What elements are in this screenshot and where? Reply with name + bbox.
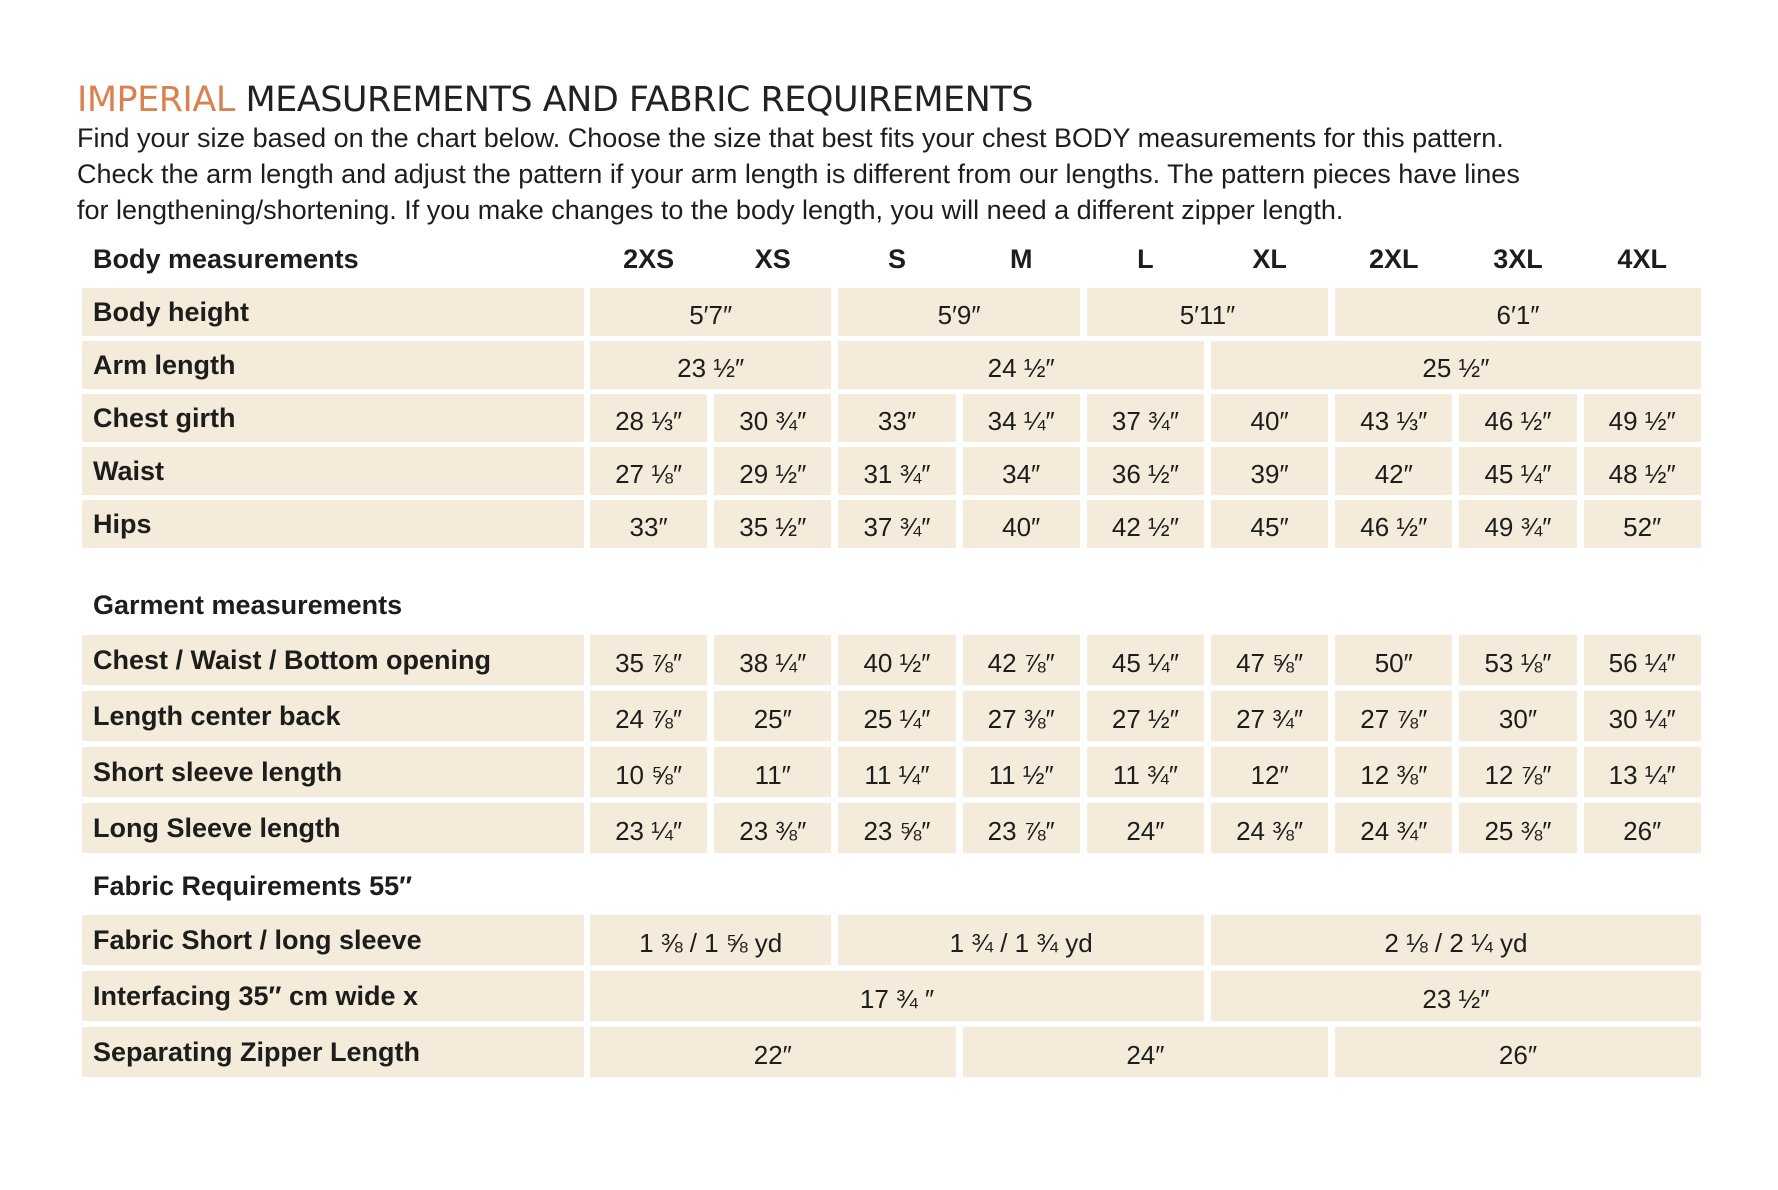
row-chest-waist-bottom-opening-cell-4: 45 ¼″ xyxy=(1087,635,1204,685)
row-long-sleeve-length-cell-5: 24 ⅜″ xyxy=(1211,803,1328,853)
row-arm-length-cell-1: 24 ½″ xyxy=(838,341,1204,389)
row-long-sleeve-length-cell-8: 26″ xyxy=(1584,803,1701,853)
row-body-height-label: Body height xyxy=(82,288,584,336)
row-hips-label: Hips xyxy=(82,500,584,548)
row-hips-cell-8: 52″ xyxy=(1584,500,1701,548)
row-chest-girth-cell-6: 43 ⅓″ xyxy=(1335,394,1452,442)
row-length-center-back-cell-7: 30″ xyxy=(1459,691,1576,741)
row-fabric-short-long-sleeve-cell-0: 1 ⅜ / 1 ⅝ yd xyxy=(590,915,831,965)
row-chest-waist-bottom-opening-label: Chest / Waist / Bottom opening xyxy=(82,635,584,685)
row-length-center-back-cell-8: 30 ¼″ xyxy=(1584,691,1701,741)
row-hips-cell-0: 33″ xyxy=(590,500,707,548)
row-chest-girth-cell-4: 37 ¾″ xyxy=(1087,394,1204,442)
row-chest-girth-cell-3: 34 ¼″ xyxy=(963,394,1080,442)
row-short-sleeve-length-cell-6: 12 ⅜″ xyxy=(1335,747,1452,797)
size-header-s: S xyxy=(887,244,906,274)
row-short-sleeve-length-cell-8: 13 ¼″ xyxy=(1584,747,1701,797)
size-header-4xl: 4XL xyxy=(1617,244,1667,274)
row-length-center-back-cell-5: 27 ¾″ xyxy=(1211,691,1328,741)
row-long-sleeve-length-cell-7: 25 ⅜″ xyxy=(1459,803,1576,853)
row-body-height-cell-3: 6′1″ xyxy=(1335,288,1701,336)
size-header-xl: XL xyxy=(1252,244,1287,274)
row-chest-waist-bottom-opening-cell-6: 50″ xyxy=(1335,635,1452,685)
row-hips-cell-4: 42 ½″ xyxy=(1087,500,1204,548)
row-separating-zipper-length-cell-1: 24″ xyxy=(963,1027,1329,1077)
row-hips-cell-5: 45″ xyxy=(1211,500,1328,548)
row-short-sleeve-length-cell-2: 11 ¼″ xyxy=(838,747,955,797)
row-length-center-back-cell-6: 27 ⅞″ xyxy=(1335,691,1452,741)
row-long-sleeve-length-cell-6: 24 ¾″ xyxy=(1335,803,1452,853)
row-hips-cell-6: 46 ½″ xyxy=(1335,500,1452,548)
row-hips-cell-2: 37 ¾″ xyxy=(838,500,955,548)
row-long-sleeve-length-cell-3: 23 ⅞″ xyxy=(963,803,1080,853)
size-header-2xl: 2XL xyxy=(1369,244,1419,274)
row-long-sleeve-length-cell-2: 23 ⅝″ xyxy=(838,803,955,853)
row-short-sleeve-length-cell-0: 10 ⅝″ xyxy=(590,747,707,797)
row-chest-waist-bottom-opening-cell-1: 38 ¼″ xyxy=(714,635,831,685)
row-waist-cell-8: 48 ½″ xyxy=(1584,447,1701,495)
row-chest-waist-bottom-opening-cell-7: 53 ⅛″ xyxy=(1459,635,1576,685)
row-chest-waist-bottom-opening-cell-3: 42 ⅞″ xyxy=(963,635,1080,685)
row-body-height-cell-1: 5′9″ xyxy=(838,288,1079,336)
row-chest-girth-label: Chest girth xyxy=(82,394,584,442)
row-short-sleeve-length-cell-1: 11″ xyxy=(714,747,831,797)
row-waist-cell-2: 31 ¾″ xyxy=(838,447,955,495)
row-short-sleeve-length-cell-7: 12 ⅞″ xyxy=(1459,747,1576,797)
row-length-center-back-label: Length center back xyxy=(82,691,584,741)
row-length-center-back-cell-2: 25 ¼″ xyxy=(838,691,955,741)
fabric-requirements-title: Fabric Requirements 55″ xyxy=(93,871,413,901)
row-interfacing-35-cm-wide-x-cell-0: 17 ¾ ″ xyxy=(590,971,1204,1021)
intro-line-3: for lengthening/shortening. If you make changes to the body length, you will need a different zipper length. xyxy=(77,195,1344,225)
intro-line-2: Check the arm length and adjust the pattern if your arm length is different from our lengths. The pattern pieces have lines xyxy=(77,159,1520,189)
row-arm-length-cell-2: 25 ½″ xyxy=(1211,341,1701,389)
row-long-sleeve-length-label: Long Sleeve length xyxy=(82,803,584,853)
row-waist-cell-1: 29 ½″ xyxy=(714,447,831,495)
row-short-sleeve-length-cell-5: 12″ xyxy=(1211,747,1328,797)
size-header-m: M xyxy=(1009,244,1033,274)
title-accent: IMPERIAL xyxy=(77,80,235,120)
row-chest-waist-bottom-opening-cell-2: 40 ½″ xyxy=(838,635,955,685)
row-interfacing-35-cm-wide-x-cell-1: 23 ½″ xyxy=(1211,971,1701,1021)
row-arm-length-cell-0: 23 ½″ xyxy=(590,341,831,389)
row-fabric-short-long-sleeve-label: Fabric Short / long sleeve xyxy=(82,915,584,965)
row-chest-girth-cell-1: 30 ¾″ xyxy=(714,394,831,442)
row-chest-waist-bottom-opening-cell-5: 47 ⅝″ xyxy=(1211,635,1328,685)
row-arm-length-label: Arm length xyxy=(82,341,584,389)
garment-measurements-title: Garment measurements xyxy=(93,590,403,620)
row-body-height-cell-2: 5′11″ xyxy=(1087,288,1328,336)
row-interfacing-35-cm-wide-x-label: Interfacing 35″ cm wide x xyxy=(82,971,584,1021)
row-waist-cell-0: 27 ⅛″ xyxy=(590,447,707,495)
row-waist-label: Waist xyxy=(82,447,584,495)
row-chest-girth-cell-5: 40″ xyxy=(1211,394,1328,442)
row-hips-cell-7: 49 ¾″ xyxy=(1459,500,1576,548)
row-chest-girth-cell-2: 33″ xyxy=(838,394,955,442)
page-title xyxy=(77,78,1033,122)
row-long-sleeve-length-cell-4: 24″ xyxy=(1087,803,1204,853)
row-short-sleeve-length-cell-4: 11 ¾″ xyxy=(1087,747,1204,797)
row-chest-waist-bottom-opening-cell-0: 35 ⅞″ xyxy=(590,635,707,685)
row-waist-cell-6: 42″ xyxy=(1335,447,1452,495)
row-length-center-back-cell-3: 27 ⅜″ xyxy=(963,691,1080,741)
row-hips-cell-3: 40″ xyxy=(963,500,1080,548)
row-body-height-cell-0: 5′7″ xyxy=(590,288,831,336)
size-header-3xl: 3XL xyxy=(1493,244,1543,274)
row-hips-cell-1: 35 ½″ xyxy=(714,500,831,548)
row-waist-cell-5: 39″ xyxy=(1211,447,1328,495)
row-length-center-back-cell-0: 24 ⅞″ xyxy=(590,691,707,741)
row-chest-waist-bottom-opening-cell-8: 56 ¼″ xyxy=(1584,635,1701,685)
intro-line-1: Find your size based on the chart below. Choose the size that best fits your chest BODY measurements for this pattern. xyxy=(77,123,1504,153)
body-measurements-header: Body measurements xyxy=(93,244,359,274)
row-separating-zipper-length-label: Separating Zipper Length xyxy=(82,1027,584,1077)
row-separating-zipper-length-cell-2: 26″ xyxy=(1335,1027,1701,1077)
size-header-xs: XS xyxy=(754,244,791,274)
size-header-l: L xyxy=(1137,244,1154,274)
size-header-2xs: 2XS xyxy=(623,244,675,274)
row-length-center-back-cell-1: 25″ xyxy=(714,691,831,741)
row-chest-girth-cell-7: 46 ½″ xyxy=(1459,394,1576,442)
title-rest: MEASUREMENTS AND FABRIC REQUIREMENTS xyxy=(234,80,1033,120)
row-chest-girth-cell-0: 28 ⅓″ xyxy=(590,394,707,442)
row-short-sleeve-length-label: Short sleeve length xyxy=(82,747,584,797)
row-fabric-short-long-sleeve-cell-2: 2 ⅛ / 2 ¼ yd xyxy=(1211,915,1701,965)
row-short-sleeve-length-cell-3: 11 ½″ xyxy=(963,747,1080,797)
row-waist-cell-4: 36 ½″ xyxy=(1087,447,1204,495)
row-long-sleeve-length-cell-1: 23 ⅜″ xyxy=(714,803,831,853)
row-long-sleeve-length-cell-0: 23 ¼″ xyxy=(590,803,707,853)
row-length-center-back-cell-4: 27 ½″ xyxy=(1087,691,1204,741)
row-chest-girth-cell-8: 49 ½″ xyxy=(1584,394,1701,442)
row-waist-cell-7: 45 ¼″ xyxy=(1459,447,1576,495)
row-waist-cell-3: 34″ xyxy=(963,447,1080,495)
row-separating-zipper-length-cell-0: 22″ xyxy=(590,1027,956,1077)
row-fabric-short-long-sleeve-cell-1: 1 ¾ / 1 ¾ yd xyxy=(838,915,1204,965)
